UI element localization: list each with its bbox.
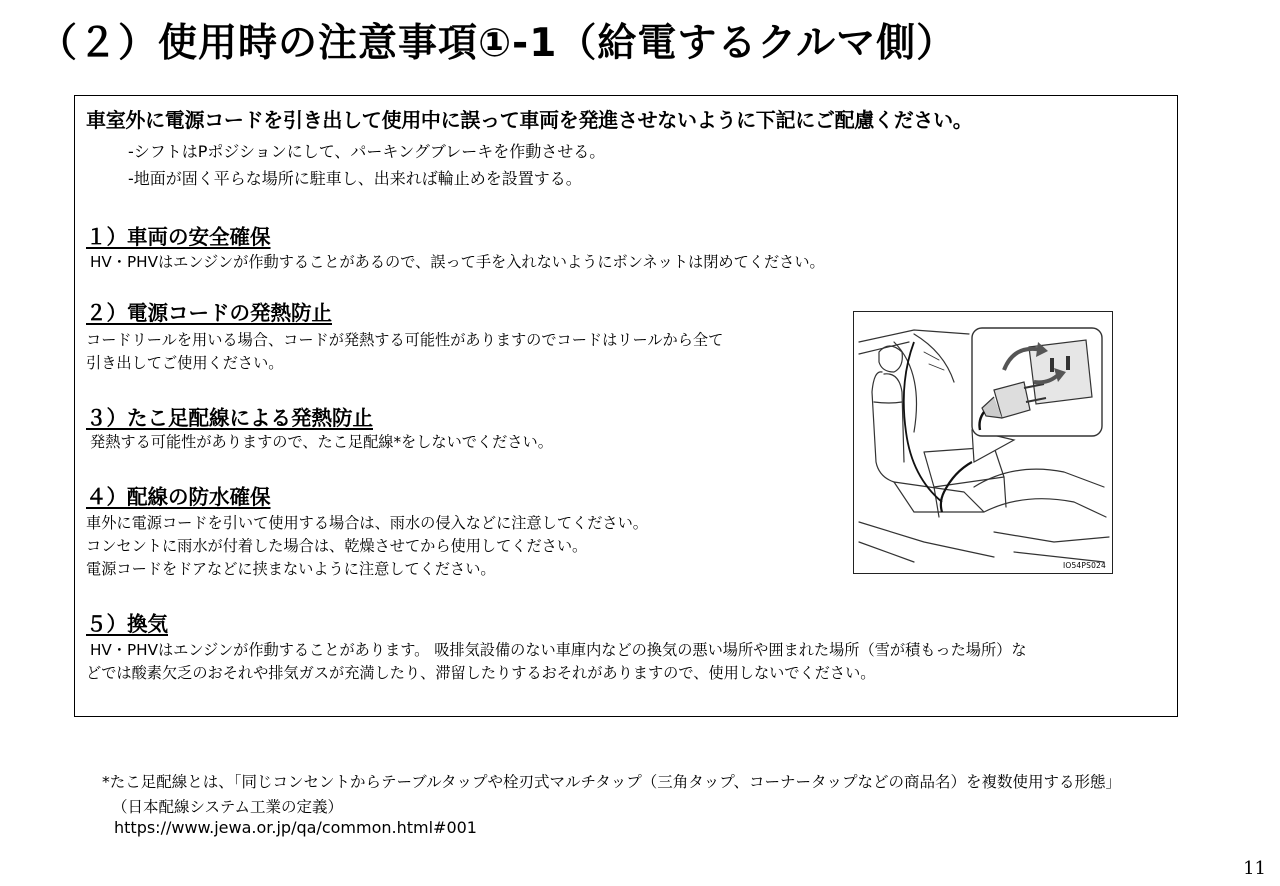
section-text: 電源コードをドアなどに挟まないように注意してください。 — [86, 560, 496, 578]
section-heading-waterproofing: ４）配線の防水確保 — [86, 485, 271, 509]
section-text: どでは酸素欠乏のおそれや排気ガスが充満したり、滞留したりするおそれがありますので、使用しないでください。 — [86, 664, 876, 682]
section-text: HV・PHVはエンジンが作動することがあります。 吸排気設備のない車庫内などの換気の悪い場所や囲まれた場所（雪が積もった場所）な — [90, 641, 1027, 659]
footnote-line: *たこ足配線とは、「同じコンセントからテーブルタップや栓刃式マルチタップ（三角タップ、コーナータップなどの商品名）を複数使用する形態」 — [102, 773, 1121, 791]
intro-bullet: -シフトはPポジションにして、パーキングブレーキを作動させる。 — [128, 142, 606, 161]
footnote-url: https://www.jewa.or.jp/qa/common.html#001 — [114, 818, 477, 837]
section-text: 引き出してご使用ください。 — [86, 354, 284, 372]
page-number: 11 — [1243, 858, 1266, 879]
section-heading-vehicle-safety: １）車両の安全確保 — [86, 225, 271, 249]
section-heading-cord-heat: ２）電源コードの発熱防止 — [86, 301, 332, 325]
intro-bullet: -地面が固く平らな場所に駐車し、出来れば輪止めを設置する。 — [128, 169, 582, 188]
footnote-line: （日本配線システム工業の定義） — [112, 798, 343, 816]
section-heading-ventilation: ５）換気 — [86, 612, 168, 636]
section-text: 車外に電源コードを引いて使用する場合は、雨水の侵入などに注意してください。 — [86, 514, 648, 532]
section-text: 発熱する可能性がありますので、たこ足配線*をしないでください。 — [90, 433, 553, 451]
intro-heading: 車室外に電源コードを引き出して使用中に誤って車両を発進させないように下記にご配慮ください。 — [86, 108, 973, 132]
section-text: HV・PHVはエンジンが作動することがあるので、誤って手を入れないようにボンネットは閉めてください。 — [90, 253, 825, 271]
section-text: コードリールを用いる場合、コードが発熱する可能性がありますのでコードはリールから全て — [86, 331, 724, 349]
car-interior-outlet-illustration — [853, 311, 1113, 574]
section-text: コンセントに雨水が付着した場合は、乾燥させてから使用してください。 — [86, 537, 588, 555]
page-title: （２）使用時の注意事項①-1（給電するクルマ側） — [38, 21, 957, 66]
illustration-code: IO54PS024 — [1062, 561, 1106, 570]
section-heading-octopus-wiring: ３）たこ足配線による発熱防止 — [86, 406, 373, 430]
